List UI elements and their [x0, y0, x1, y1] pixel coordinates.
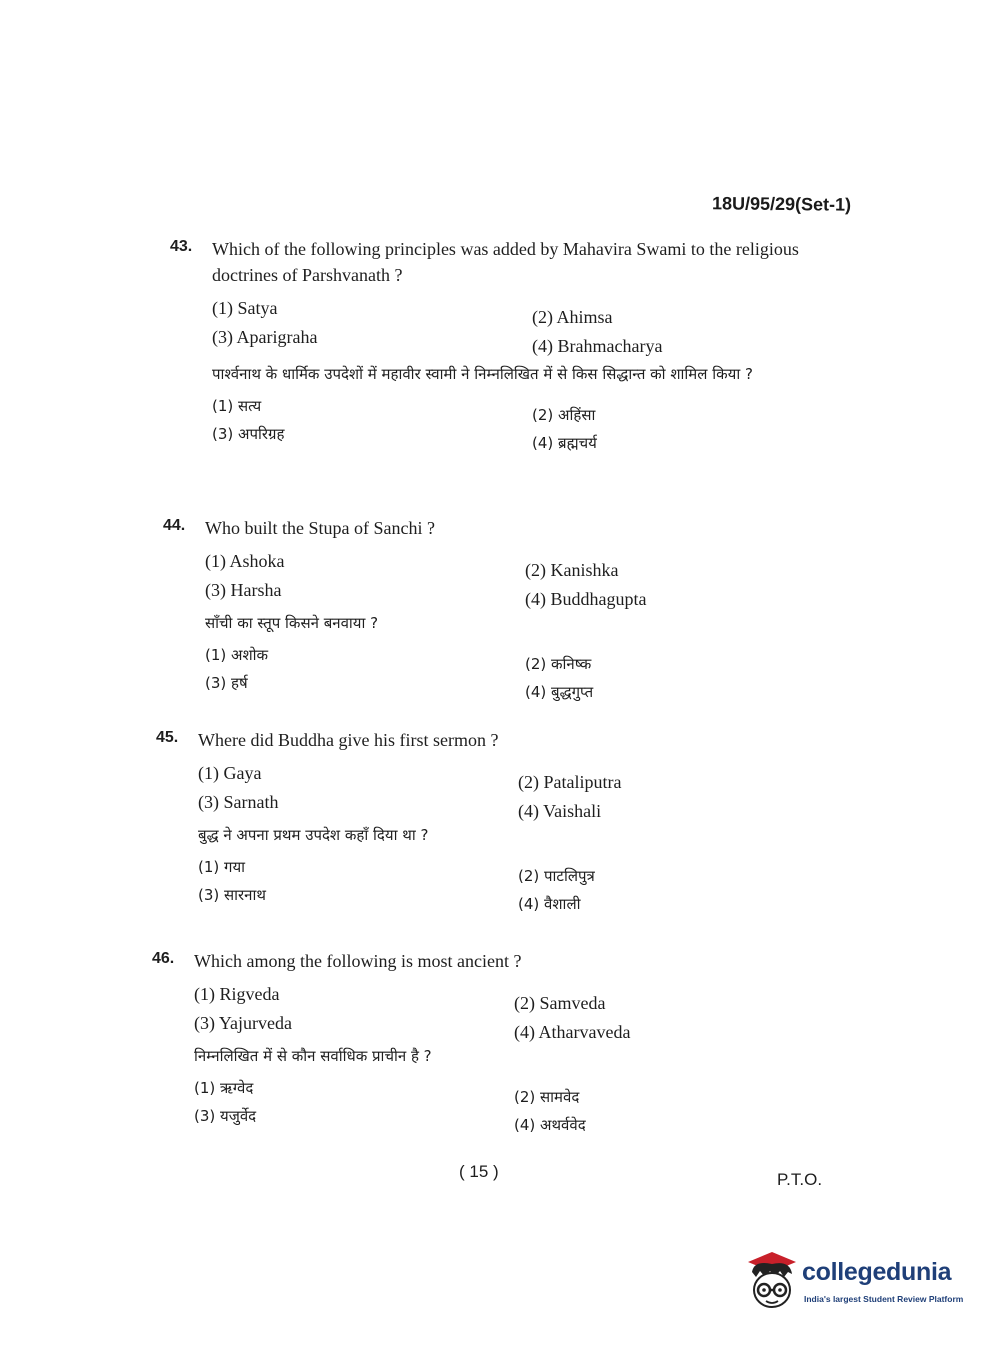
option-4-hi: (4) वैशाली	[518, 895, 581, 913]
options-hi	[194, 1078, 832, 1134]
question-number: 46.	[152, 950, 175, 967]
question-number: 45.	[156, 729, 179, 746]
option-2: (2) Samveda	[514, 993, 606, 1013]
logo-tagline: India's largest Student Review Platform	[804, 1294, 964, 1304]
question-text-hi: साँची का स्तूप किसने बनवाया ?	[205, 614, 379, 632]
option-4-hi: (4) ब्रह्मचर्य	[532, 434, 597, 452]
option-2: (2) Kanishka	[525, 560, 619, 580]
question-46	[152, 948, 832, 1134]
options-hi	[205, 645, 843, 701]
option-4-hi: (4) बुद्धगुप्त	[525, 683, 594, 701]
option-1-hi: (1) अशोक	[205, 646, 269, 664]
option-4: (4) Atharvaveda	[514, 1022, 631, 1042]
question-43	[170, 236, 850, 452]
pto-label: P.T.O.	[777, 1170, 823, 1189]
options-hi	[198, 857, 836, 913]
options-en	[194, 984, 832, 1042]
option-3-hi: (3) हर्ष	[205, 674, 248, 692]
page-code: 18U/95/29(Set-1)	[711, 193, 852, 215]
option-3-hi: (3) यजुर्वेद	[194, 1107, 257, 1125]
logo-brand-text: collegedunia	[802, 1258, 952, 1286]
question-45	[156, 727, 836, 913]
options-en	[205, 551, 843, 609]
option-3-hi: (3) सारनाथ	[198, 886, 266, 904]
question-text-hi: पार्श्वनाथ के धार्मिक उपदेशों में महावीर स्वामी ने निम्नलिखित में से किस सिद्धान्त को शामिल किया ?	[212, 365, 753, 383]
option-1: (1) Ashoka	[205, 551, 285, 571]
option-1: (1) Satya	[212, 298, 278, 318]
option-1-hi: (1) ऋग्वेद	[194, 1079, 254, 1097]
option-3-hi: (3) अपरिग्रह	[212, 425, 285, 443]
option-3: (3) Sarnath	[198, 792, 279, 812]
option-4-hi: (4) अथर्ववेद	[514, 1116, 586, 1134]
option-3: (3) Aparigraha	[212, 327, 318, 347]
question-number: 44.	[163, 517, 186, 534]
option-2-hi: (2) पाटलिपुत्र	[518, 867, 595, 885]
question-text-en: Which among the following is most ancient ?	[194, 951, 522, 971]
question-44	[163, 515, 843, 701]
options-en	[198, 763, 836, 821]
options-hi	[212, 396, 850, 452]
question-text-en: Which of the following principles was added by Mahavira Swami to the religious doctrines of Parshvanath ?	[212, 239, 799, 285]
option-2-hi: (2) सामवेद	[514, 1088, 580, 1106]
option-1: (1) Rigveda	[194, 984, 280, 1004]
mascot-icon	[742, 1250, 802, 1312]
option-1-hi: (1) गया	[198, 858, 246, 876]
option-4: (4) Vaishali	[518, 801, 602, 821]
option-2: (2) Pataliputra	[518, 772, 622, 792]
option-1: (1) Gaya	[198, 763, 262, 783]
option-3: (3) Yajurveda	[194, 1013, 292, 1033]
question-text-en: Where did Buddha give his first sermon ?	[198, 730, 499, 750]
option-2-hi: (2) कनिष्क	[525, 655, 592, 673]
question-text-hi: बुद्ध ने अपना प्रथम उपदेश कहाँ दिया था ?	[198, 826, 429, 844]
options-en	[212, 298, 850, 356]
question-number: 43.	[170, 238, 193, 255]
option-1-hi: (1) सत्य	[212, 397, 262, 415]
page-number: ( 15 )	[459, 1162, 499, 1181]
option-2-hi: (2) अहिंसा	[532, 406, 596, 424]
option-2: (2) Ahimsa	[532, 307, 613, 327]
option-4: (4) Brahmacharya	[532, 336, 663, 356]
collegedunia-logo	[742, 1250, 972, 1312]
option-4: (4) Buddhagupta	[525, 589, 647, 609]
option-3: (3) Harsha	[205, 580, 282, 600]
question-text-en: Who built the Stupa of Sanchi ?	[205, 518, 435, 538]
question-text-hi: निम्नलिखित में से कौन सर्वाधिक प्राचीन है ?	[194, 1047, 432, 1065]
